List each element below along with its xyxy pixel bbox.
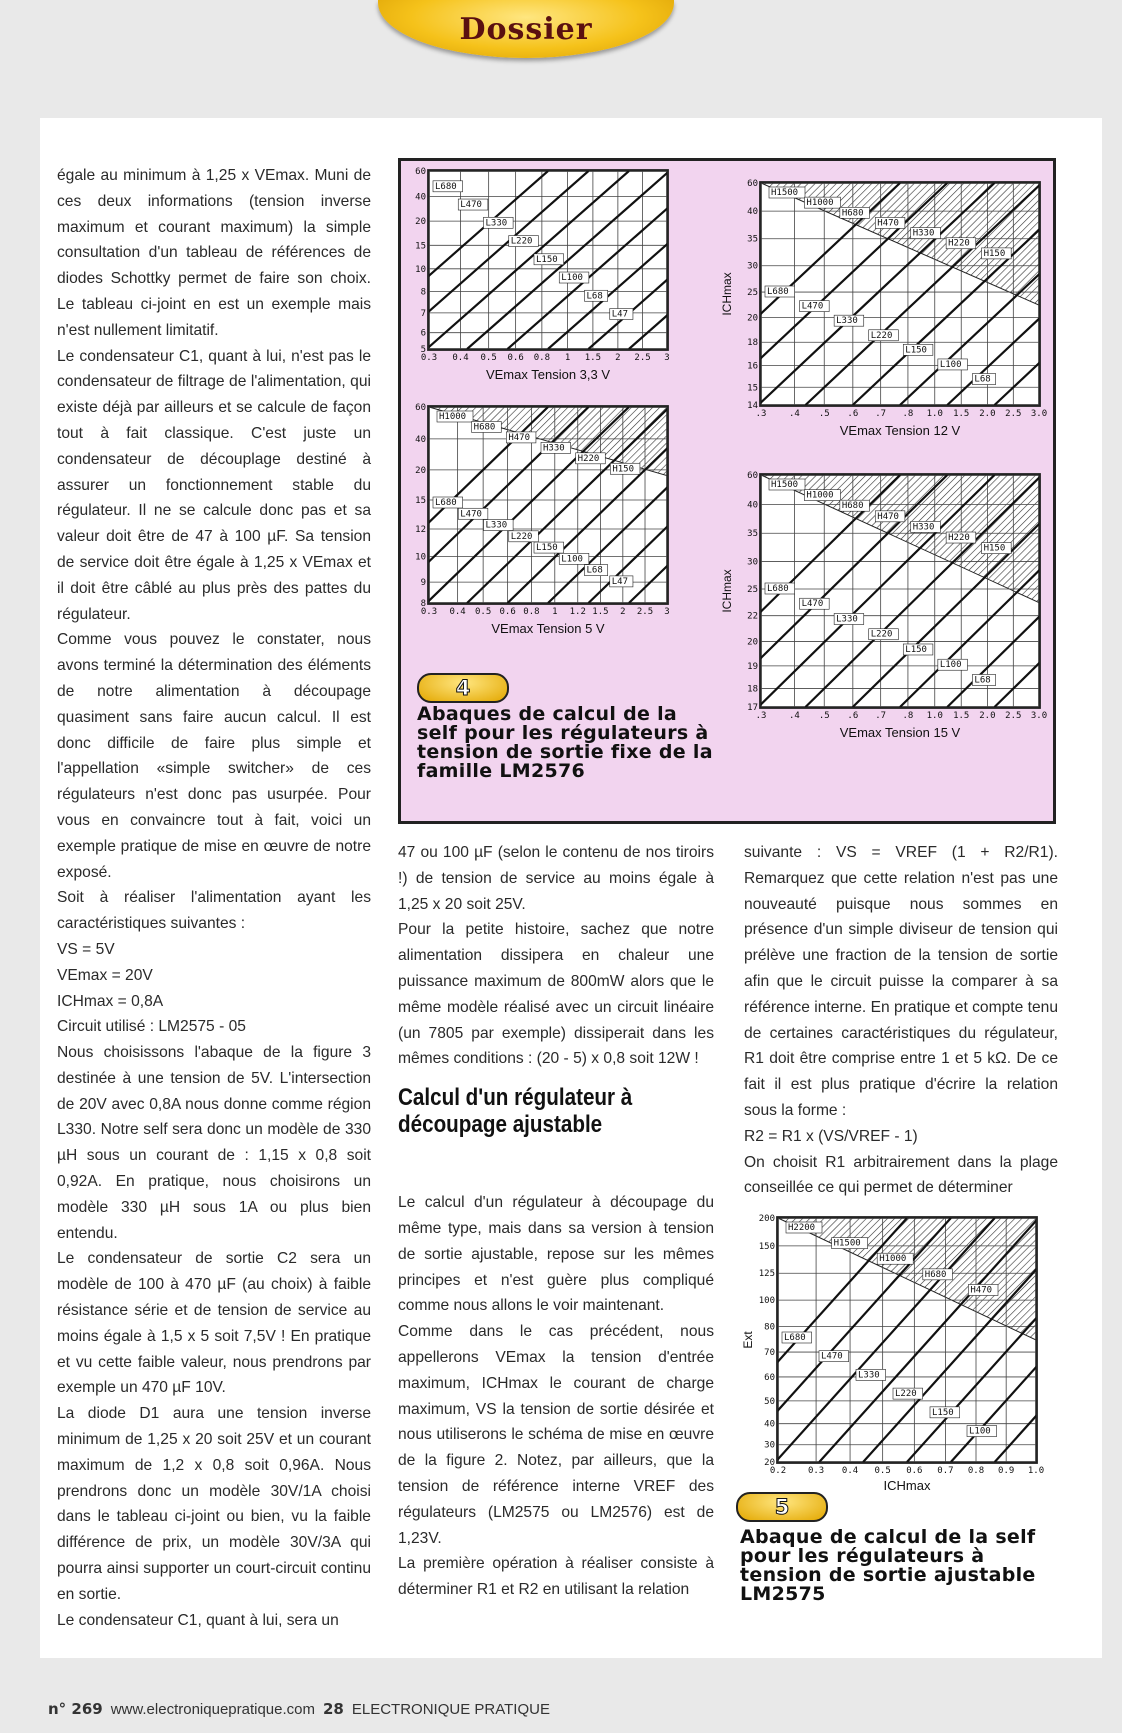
- y-tick-label: 18: [747, 338, 758, 349]
- paragraph: Nous choisissons l'abaque de la figure 3 destinée à une tension de 5V. L'intersection de 20V avec 0,8A nous donne comme région L330. Notre self sera donc un modèle de 330 µH sous un courant de : 1,15 x 0,8 soit 0,92A. En pratique, nous choisirons un modèle 330 µH sous 1A ou plus bien entendu.: [57, 1044, 371, 1242]
- region-label: L150: [536, 543, 558, 554]
- section-title: Dossier: [459, 11, 593, 47]
- x-tick-label: 0.6: [499, 607, 516, 617]
- paragraph: VEmax = 20V: [57, 966, 153, 984]
- region-label: H220: [948, 533, 970, 544]
- y-tick-label: 30: [747, 261, 758, 272]
- chart-12v: [717, 161, 1053, 461]
- x-tick-label: 3.0: [1030, 711, 1048, 721]
- region-label: L330: [485, 520, 508, 531]
- x-tick-label: 1.0: [926, 409, 943, 419]
- region-label: L220: [870, 629, 893, 640]
- x-tick-label: 0.3: [420, 353, 438, 363]
- region-label: H1500: [771, 188, 799, 198]
- paragraph: 47 ou 100 µF (selon le contenu de nos tiroirs !) de tension de service au moins égale à 1,25 x 20 soit 25V.: [398, 844, 714, 913]
- region-label: L220: [510, 236, 533, 247]
- y-tick-label: 10: [415, 264, 426, 275]
- x-tick-label: 1.5: [592, 607, 609, 617]
- region-label: H680: [473, 422, 496, 433]
- x-tick-label: 1: [552, 607, 558, 617]
- y-tick-label: 20: [415, 217, 426, 228]
- x-tick-label: 1.2: [569, 607, 586, 617]
- x-tick-label: 2.5: [636, 607, 654, 617]
- region-label: L470: [460, 509, 482, 520]
- region-label: H330: [912, 522, 935, 533]
- x-tick-label: 3: [664, 607, 670, 617]
- x-tick-label: .3: [755, 409, 767, 419]
- y-tick-label: 35: [747, 234, 758, 245]
- region-label: L680: [435, 498, 457, 508]
- chart-svg: [717, 161, 1053, 461]
- website-url: www.electroniquepratique.com: [110, 1701, 315, 1718]
- x-tick-label: .7: [875, 409, 887, 419]
- chart-title: VEmax Tension 5 V: [491, 621, 605, 636]
- y-tick-label: 80: [764, 1322, 775, 1333]
- x-tick-label: 1.5: [953, 711, 970, 721]
- y-tick-label: 16: [747, 361, 758, 372]
- region-label: L470: [821, 1351, 843, 1362]
- magazine-name: ELECTRONIQUE PRATIQUE: [351, 1701, 550, 1718]
- x-tick-label: 0.8: [533, 353, 551, 363]
- y-tick-label: 30: [747, 557, 758, 568]
- y-tick-label: 200: [758, 1214, 775, 1224]
- x-tick-label: .4: [789, 711, 800, 721]
- x-tick-label: 3: [664, 353, 670, 363]
- text-column-2: [398, 840, 714, 1603]
- region-label: L220: [510, 531, 533, 542]
- x-tick-label: 1.5: [584, 353, 602, 363]
- x-tick-label: 2.5: [634, 353, 651, 363]
- figure-4-caption: Abaques de calcul de la self pour les régulateurs à tension de sortie fixe de la famille LM2576: [417, 703, 713, 782]
- region-label: H1000: [806, 198, 834, 209]
- region-label: H220: [948, 238, 970, 249]
- region-label: L220: [895, 1389, 917, 1400]
- figure-5-caption: Abaque de calcul de la self pour les régulateurs à tension de sortie ajustable LM2575: [740, 1526, 1036, 1605]
- y-tick-label: 60: [747, 471, 758, 481]
- text-column-3: [744, 840, 1058, 1201]
- y-tick-label: 60: [764, 1372, 775, 1383]
- x-tick-label: 0.5: [480, 353, 497, 363]
- paragraph: VS = 5V: [57, 940, 115, 958]
- region-label: H1500: [833, 1238, 861, 1249]
- region-label: L680: [767, 287, 789, 297]
- issue-number: n° 269: [48, 1700, 103, 1718]
- region-label: L47: [611, 576, 629, 587]
- paragraph: Pour la petite histoire, sachez que notre alimentation dissipera en chaleur une puissance maximum de 800mW alors que le même modèle réalisé avec un circuit linéaire (un 7805 par exemple) dissiperait dans les mêmes conditions : (20 - 5) x 0,8 soit 12W !: [398, 921, 714, 1068]
- y-tick-label: 25: [747, 584, 758, 595]
- x-axis-title: ICHmax: [883, 1478, 931, 1493]
- chart-title: VEmax Tension 12 V: [839, 423, 961, 438]
- y-tick-label: 60: [415, 403, 426, 413]
- paragraph: Comme vous pouvez le constater, nous avons terminé la détermination des éléments de notre alimentation à découpage quasiment sans faire aucun calcul. Il est donc difficile de faire plus simple et l'appellation «simple switcher» de ces régulateurs n'est donc pas usurpée. Pour vous en convaincre tout à fait, voici un exemple pratique de mise en œuvre de notre exposé.: [57, 631, 371, 881]
- x-tick-label: 0.9: [998, 1466, 1015, 1476]
- region-label: L150: [905, 644, 927, 655]
- y-tick-label: 20: [747, 637, 758, 648]
- figure-4: [398, 158, 1056, 824]
- paragraph: Le condensateur de sortie C2 sera un modèle de 100 à 470 µF (au choix) à faible résistance série et de tension de service au moins égale à 1,5 x 5 soit 7,5V ! En pratique et vu cette faible valeur, nous prendrons par exemple un 470 µF 10V.: [57, 1250, 371, 1397]
- y-axis-title: Ext: [741, 1331, 755, 1349]
- paragraph: On choisit R1 arbitrairement dans la plage conseillée ce qui permet de déterminer: [744, 1153, 1058, 1197]
- chart-svg: [741, 1206, 1056, 1493]
- paragraph: Soit à réaliser l'alimentation ayant les caractéristiques suivantes :: [57, 889, 371, 933]
- y-tick-label: 35: [747, 529, 758, 540]
- y-tick-label: 20: [747, 313, 758, 324]
- y-tick-label: 40: [764, 1419, 775, 1430]
- y-tick-label: 17: [747, 703, 758, 713]
- x-tick-label: 2.0: [979, 409, 996, 419]
- y-tick-label: 40: [747, 207, 758, 218]
- y-tick-label: 15: [415, 241, 426, 252]
- region-label: L680: [784, 1333, 806, 1343]
- x-tick-label: 2.5: [1005, 711, 1022, 721]
- y-tick-label: 19: [747, 661, 758, 672]
- figure-5-badge: 5: [736, 1492, 828, 1522]
- figure-4-badge: 4: [417, 673, 509, 703]
- x-tick-label: .6: [847, 409, 859, 419]
- y-tick-label: 15: [747, 383, 758, 394]
- y-tick-label: 12: [415, 525, 426, 536]
- region-label: H2200: [788, 1223, 816, 1233]
- x-tick-label: 0.6: [906, 1466, 923, 1476]
- y-tick-label: 100: [758, 1296, 775, 1307]
- y-tick-label: 8: [420, 287, 426, 298]
- region-label: L68: [974, 675, 991, 686]
- paragraph: Circuit utilisé : LM2575 - 05: [57, 1018, 246, 1036]
- region-label: L100: [561, 273, 583, 284]
- region-label: L330: [836, 316, 858, 327]
- x-tick-label: 2.5: [1005, 409, 1022, 419]
- x-tick-label: 2.0: [979, 711, 996, 721]
- x-tick-label: .8: [902, 711, 914, 721]
- chart-15v: [717, 461, 1053, 761]
- chart-title: VEmax Tension 15 V: [839, 725, 961, 740]
- x-tick-label: 0.5: [874, 1466, 891, 1476]
- region-label: H150: [983, 543, 1006, 554]
- y-tick-label: 40: [747, 500, 758, 511]
- region-label: L68: [974, 374, 991, 385]
- y-tick-label: 70: [764, 1348, 775, 1359]
- y-tick-label: 10: [415, 552, 426, 563]
- y-tick-label: 40: [415, 434, 426, 445]
- region-label: L470: [801, 599, 824, 610]
- region-label: H1500: [771, 480, 799, 490]
- region-label: H1000: [806, 490, 834, 501]
- region-label: L100: [939, 359, 962, 370]
- paragraph: Le calcul d'un régulateur à découpage du même type, mais dans sa version à tension de sortie ajustable, repose sur les mêmes principes et n'est guère plus compliqué comme nous allons le voir maintenant.: [398, 1194, 714, 1315]
- region-label: H470: [877, 511, 899, 522]
- region-label: L220: [870, 330, 893, 341]
- chart-title: VEmax Tension 3,3 V: [485, 367, 611, 382]
- y-tick-label: 15: [415, 496, 426, 507]
- y-axis-title: ICHmax: [720, 272, 734, 316]
- paragraph: La diode D1 aura une tension inverse minimum de 1,25 x 20 soit 25V et un courant maximum de 1,2 x 0,8 soit 0,96A. Nous prendrons donc un modèle 30V/1A choisi dans le tableau ci-joint ou bien, vu la faible différence de prix, un modèle 30V/3A qui pourra ainsi supporter un court-circuit continu en sortie.: [57, 1405, 371, 1603]
- x-tick-label: 0.8: [967, 1466, 985, 1476]
- x-tick-label: 0.8: [523, 607, 540, 617]
- region-label: L330: [858, 1370, 880, 1381]
- text-column-1: [57, 163, 371, 1633]
- x-tick-label: 1.0: [926, 711, 943, 721]
- region-label: H220: [577, 453, 600, 464]
- y-tick-label: 25: [747, 288, 758, 299]
- paragraph: Comme dans le cas précédent, nous appellerons VEmax la tension d'entrée maximum, ICHmax le courant de charge maximum, VS la tension de sortie désirée et nous utiliserons le schéma de mise en œuvre de la figure 2. Notez, par ailleurs, que la tension de référence interne VREF des régulateurs (LM2575 ou LM2576) est de 1,23V.: [398, 1323, 714, 1547]
- region-label: L150: [932, 1407, 954, 1418]
- region-label: L470: [801, 301, 824, 312]
- y-tick-label: 5: [420, 345, 426, 355]
- chart-svg: [401, 397, 701, 667]
- paragraph: R2 = R1 x (VS/VREF - 1): [744, 1127, 918, 1145]
- y-tick-label: 22: [747, 611, 758, 622]
- x-tick-label: .8: [902, 409, 914, 419]
- region-label: L100: [561, 554, 583, 565]
- x-tick-label: 1.5: [953, 409, 970, 419]
- paragraph: La première opération à réaliser consiste à déterminer R1 et R2 en utilisant la relation: [398, 1555, 714, 1599]
- y-tick-label: 6: [420, 328, 426, 339]
- paragraph: suivante : VS = VREF (1 + R2/R1). Remarquez que cette relation n'est pas une nouveauté puisque nous sommes en présence d'un simple diviseur de tension qui prélève une fraction de la tension de sortie afin que le circuit puisse la comparer à sa référence interne. En pratique et compte tenu de certaines caractéristiques du régulateur, R1 doit être comprise entre 1 et 5 kΩ. De ce fait il est plus pratique d'écrire la relation sous la forme :: [744, 844, 1058, 1119]
- region-label: H680: [841, 501, 864, 512]
- chart-svg: [401, 161, 701, 397]
- x-tick-label: 0.3: [420, 607, 438, 617]
- y-axis-title: ICHmax: [720, 569, 734, 613]
- region-label: H470: [508, 432, 531, 443]
- chart-5v: [401, 397, 701, 667]
- region-label: H680: [841, 208, 864, 219]
- x-tick-label: 1.0: [1027, 1466, 1045, 1476]
- region-label: L47: [611, 309, 629, 320]
- y-tick-label: 7: [420, 308, 426, 319]
- region-label: L100: [939, 660, 962, 671]
- x-tick-label: 0.4: [452, 353, 469, 363]
- region-label: H1000: [439, 412, 467, 422]
- figure-5: [740, 1206, 1056, 1616]
- x-tick-label: .6: [847, 711, 859, 721]
- y-tick-label: 150: [758, 1241, 775, 1252]
- y-tick-label: 30: [764, 1440, 775, 1451]
- y-tick-label: 20: [764, 1458, 775, 1468]
- y-tick-label: 40: [415, 192, 426, 203]
- y-tick-label: 125: [758, 1269, 775, 1280]
- paragraph: ICHmax = 0,8A: [57, 992, 164, 1010]
- y-tick-label: 18: [747, 684, 758, 695]
- region-label: H680: [924, 1269, 947, 1280]
- region-label: L470: [460, 200, 482, 211]
- page-footer: [48, 1700, 550, 1718]
- region-label: L150: [905, 345, 927, 356]
- x-tick-label: 0.6: [507, 353, 524, 363]
- x-tick-label: 2: [615, 353, 621, 363]
- y-tick-label: 8: [420, 599, 426, 609]
- y-tick-label: 50: [764, 1396, 775, 1407]
- x-tick-label: .5: [818, 711, 830, 721]
- region-label: H470: [877, 218, 899, 229]
- y-tick-label: 20: [415, 465, 426, 476]
- x-tick-label: .3: [755, 711, 767, 721]
- paragraph: Le condensateur C1, quant à lui, sera un: [57, 1611, 339, 1629]
- chart-adjustable: [741, 1206, 1056, 1493]
- y-tick-label: 9: [420, 578, 426, 589]
- region-label: L680: [435, 181, 457, 192]
- region-label: L330: [485, 218, 508, 229]
- region-label: L330: [836, 614, 858, 625]
- section-heading: Calcul d'un régulateur à découpage ajustable: [398, 1084, 633, 1139]
- x-tick-label: 0.3: [807, 1466, 825, 1476]
- region-label: H150: [612, 464, 635, 475]
- x-tick-label: 0.5: [475, 607, 492, 617]
- y-tick-label: 60: [747, 179, 758, 189]
- x-tick-label: 0.4: [841, 1466, 859, 1476]
- region-label: H330: [912, 228, 935, 239]
- region-label: L680: [767, 584, 789, 594]
- x-tick-label: 3.0: [1030, 409, 1048, 419]
- region-label: L100: [969, 1426, 991, 1437]
- region-label: H1000: [879, 1254, 907, 1265]
- x-tick-label: .7: [875, 711, 887, 721]
- section-tag: [378, 0, 674, 58]
- y-tick-label: 60: [415, 167, 426, 177]
- x-tick-label: 0.2: [769, 1466, 787, 1476]
- x-tick-label: 0.7: [937, 1466, 954, 1476]
- x-tick-label: 1: [564, 353, 571, 363]
- paragraph: égale au minimum à 1,25 x VEmax. Muni de ces deux informations (tension inverse maximum et courant maximum) la simple consultation d'un tableau de références de diodes Schottky permet de faire son choix. Le tableau ci-joint en est un exemple mais n'est nullement limitatif.: [57, 167, 371, 339]
- x-tick-label: .4: [789, 409, 800, 419]
- x-tick-label: 0.4: [449, 607, 466, 617]
- paragraph: Le condensateur C1, quant à lui, n'est pas le condensateur de filtrage de l'alimentation, qui existe déjà par ailleurs et se calcule de façon tout à fait classique. C'est juste un condensateur de découplage destiné à assurer un fonctionnement stable du régulateur. Il ne se calcule donc pas et sa valeur doit être de 47 à 100 µF. Sa tension de service doit être égale à 1,25 x VEmax et il doit être câblé au plus près des pattes du régulateur.: [57, 347, 371, 623]
- region-label: L150: [536, 254, 558, 265]
- region-label: H330: [543, 443, 565, 454]
- region-label: L68: [586, 291, 603, 302]
- page-number: 28: [323, 1700, 344, 1718]
- x-tick-label: 2: [620, 607, 626, 617]
- y-tick-label: 14: [747, 401, 758, 411]
- chart-3v3: [401, 161, 701, 397]
- region-label: L68: [586, 565, 603, 576]
- region-label: H150: [983, 248, 1006, 259]
- region-label: H470: [970, 1285, 993, 1296]
- chart-svg: [717, 461, 1053, 761]
- x-tick-label: .5: [818, 409, 830, 419]
